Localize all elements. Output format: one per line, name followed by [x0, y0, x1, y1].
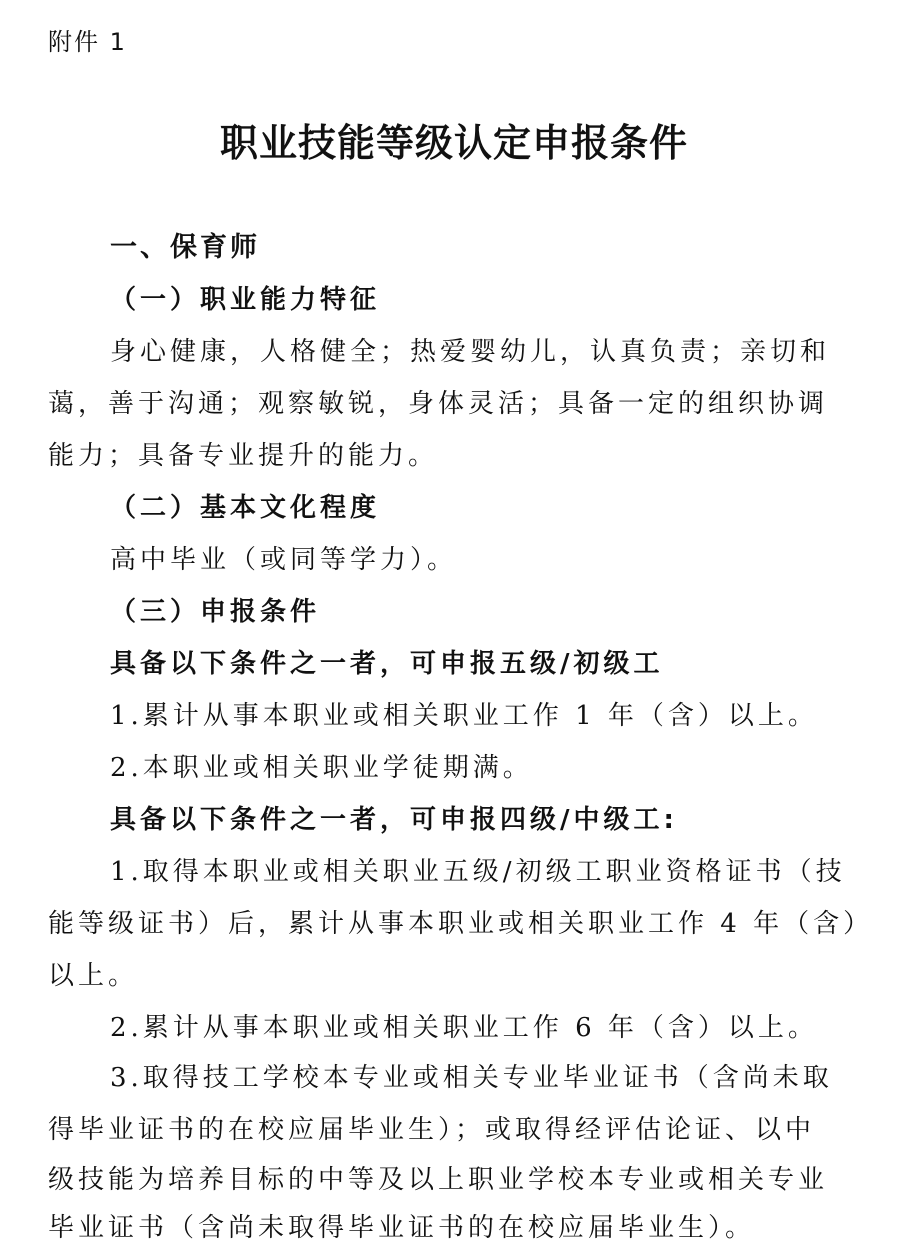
paragraph-line: 蔼，善于沟通；观察敏锐，身体灵活；具备一定的组织协调 — [48, 389, 829, 419]
list-item: 3.取得技工学校本专业或相关专业毕业证书（含尚未取 — [110, 1063, 833, 1093]
level4-heading: 具备以下条件之一者，可申报四级/中级工: — [110, 805, 678, 835]
list-item-continued: 以上。 — [48, 961, 139, 991]
level5-heading: 具备以下条件之一者，可申报五级/初级工 — [110, 649, 664, 679]
section-heading-childcare: 一、保育师 — [110, 232, 260, 263]
paragraph-line: 高中毕业（或同等学力）。 — [110, 545, 458, 575]
paragraph-line: 身心健康，人格健全；热爱婴幼儿，认真负责；亲切和 — [110, 337, 831, 367]
list-item-continued: 得毕业证书的在校应届毕业生）；或取得经评估论证、以中 — [48, 1115, 816, 1145]
paragraph-line: 能力；具备专业提升的能力。 — [48, 441, 439, 471]
attachment-label: 附件 1 — [48, 28, 127, 56]
list-item-continued: 毕业证书（含尚未取得毕业证书的在校应届毕业生）。 — [48, 1213, 756, 1243]
list-item-continued: 能等级证书）后，累计从事本职业或相关职业工作 4 年（含） — [48, 909, 874, 939]
list-item: 2.本职业或相关职业学徒期满。 — [110, 753, 533, 783]
list-item: 1.累计从事本职业或相关职业工作 1 年（含）以上。 — [110, 701, 818, 731]
list-item: 2.累计从事本职业或相关职业工作 6 年（含）以上。 — [110, 1013, 818, 1043]
list-item: 1.取得本职业或相关职业五级/初级工职业资格证书（技 — [110, 857, 846, 887]
document-title: 职业技能等级认定申报条件 — [219, 121, 688, 165]
subsection-heading-ability: （一）职业能力特征 — [110, 285, 381, 315]
list-item-continued: 级技能为培养目标的中等及以上职业学校本专业或相关专业 — [48, 1165, 829, 1195]
subsection-heading-conditions: （三）申报条件 — [110, 597, 321, 627]
subsection-heading-education: （二）基本文化程度 — [110, 493, 381, 523]
